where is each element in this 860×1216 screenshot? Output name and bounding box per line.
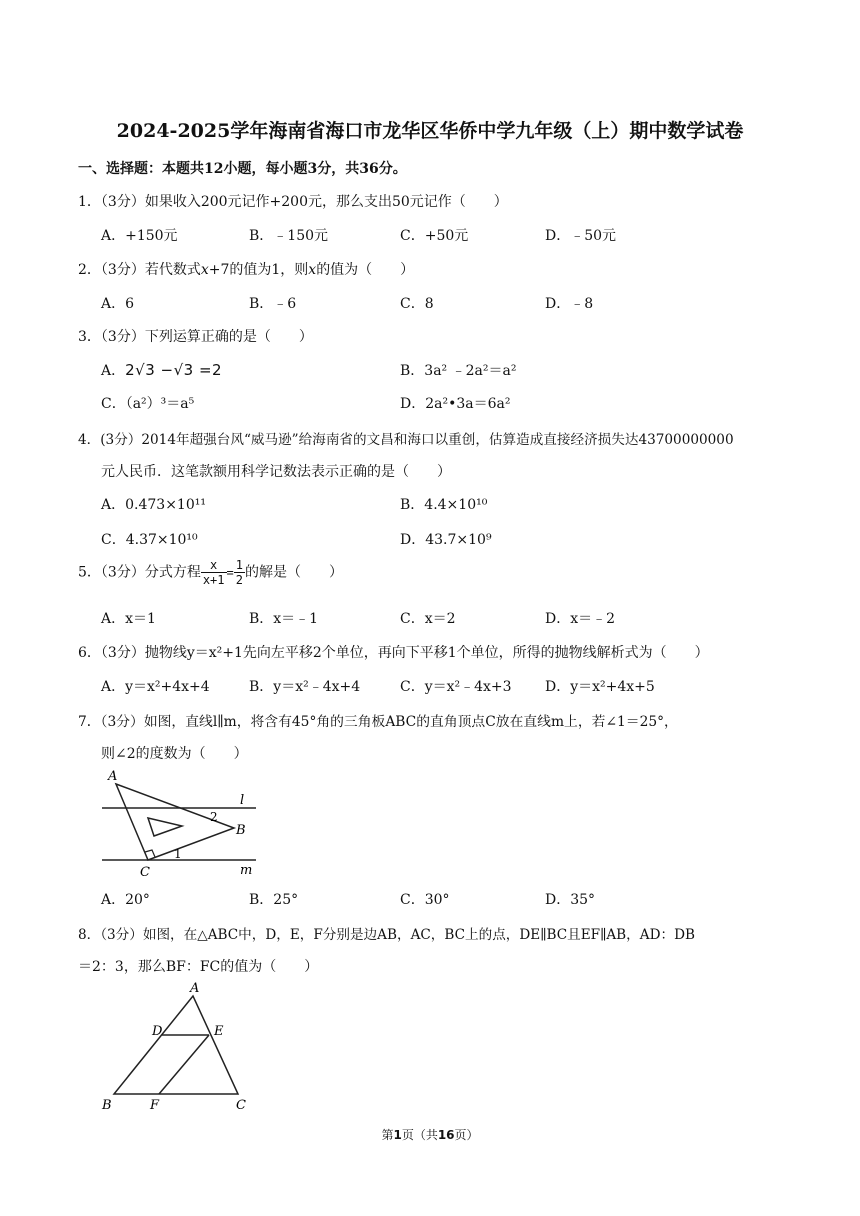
label-angle-1: 1 — [174, 847, 182, 861]
question-5-option-c: C．x＝2 — [400, 611, 456, 627]
question-4-option-b: B．4.4×10¹⁰ — [400, 497, 488, 513]
footer-post: 页） — [454, 1128, 479, 1142]
page-title: 2024-2025学年海南省海口市龙华区华侨中学九年级（上）期中数学试卷 — [116, 120, 744, 142]
label-a: A — [108, 769, 118, 784]
question-1-option-d: D．﹣50元 — [545, 228, 617, 244]
question-2-stem-pre: 2．（3分）若代数式 — [78, 262, 201, 278]
question-7-option-a: A．20° — [101, 892, 150, 908]
question-2-option-c: C．8 — [400, 296, 434, 312]
question-5-equals: = — [226, 565, 234, 580]
question-7-figure — [96, 766, 266, 880]
question-8-figure — [96, 982, 256, 1116]
footer-page-number: 1 — [393, 1128, 402, 1142]
question-8-stem-line-1: 8．（3分）如图，在△ABC中，D，E，F分别是边AB，AC，BC上的点，DE∥BC且EF∥AB，AD：DB — [78, 927, 695, 943]
question-6-option-b: B．y＝x²﹣4x+4 — [249, 679, 361, 695]
question-7-stem-line-1: 7．（3分）如图，直线l∥m，将含有45°角的三角板ABC的直角顶点C放在直线m上，若∠1＝25°， — [78, 714, 678, 730]
question-5-fraction-right — [234, 558, 245, 587]
label-m: m — [240, 863, 253, 878]
question-7-option-d: D．35° — [545, 892, 596, 908]
question-6-option-a: A．y＝x²+4x+4 — [101, 679, 210, 695]
question-4-option-c: C．4.37×10¹⁰ — [101, 532, 198, 548]
question-5-option-b: B．x＝﹣1 — [249, 611, 319, 627]
triangle-abc — [114, 996, 238, 1094]
question-7-option-c: C．30° — [400, 892, 450, 908]
label-e: E — [214, 1024, 224, 1039]
section-heading: 一、选择题：本题共12小题，每小题3分，共36分。 — [78, 161, 407, 177]
question-4-option-a: A．0.473×10¹¹ — [101, 497, 206, 513]
label-c: C — [236, 1098, 246, 1113]
label-f: F — [150, 1098, 160, 1113]
question-3-option-d: D．2a²•3a＝6a² — [400, 396, 511, 412]
question-2-stem-mid: +7的值为1，则 — [208, 262, 309, 278]
label-c: C — [140, 865, 150, 880]
question-2-stem-post: 的值为（ ） — [316, 262, 415, 278]
label-d: D — [152, 1024, 163, 1039]
triangle-inner-hole — [148, 818, 182, 836]
question-3-option-a-expression: 2√3 −√3 =2 — [125, 361, 223, 379]
question-6-stem: 6．（3分）抛物线y＝x²+1先向左平移2个单位，再向下平移1个单位，所得的抛物线解析式为（ ） — [78, 645, 709, 661]
question-2-option-b: B．﹣6 — [249, 296, 297, 312]
question-2-variable-2: x — [308, 262, 317, 278]
question-3-option-a-label: A． — [101, 363, 126, 379]
question-5-stem — [78, 558, 343, 587]
question-3-option-c: C．（a²）³＝a⁵ — [101, 396, 195, 412]
question-5-option-d: D．x＝﹣2 — [545, 611, 616, 627]
question-4-option-d: D．43.7×10⁹ — [400, 532, 492, 548]
segment-ef — [159, 1035, 209, 1094]
fraction-numerator: x — [201, 558, 227, 573]
fraction-denominator: x+1 — [202, 573, 225, 587]
question-1-option-c: C．+50元 — [400, 228, 469, 244]
footer-pre: 第 — [381, 1128, 394, 1142]
question-4-stem-line-2: 元人民币．这笔款额用科学记数法表示正确的是（ ） — [101, 464, 451, 480]
label-a: A — [190, 982, 200, 996]
label-b: B — [102, 1098, 112, 1113]
footer-mid: 页（共 — [401, 1128, 438, 1142]
label-angle-2: 2 — [210, 810, 218, 824]
fraction-numerator: 1 — [235, 558, 243, 572]
question-2-variable: x — [200, 262, 209, 278]
footer-total-pages: 16 — [437, 1128, 455, 1142]
question-1-stem: 1．（3分）如果收入200元记作+200元，那么支出50元记作（ ） — [78, 194, 508, 210]
question-1-option-b: B．﹣150元 — [249, 228, 329, 244]
question-6-option-d: D．y＝x²+4x+5 — [545, 679, 655, 695]
question-1-option-a: A．+150元 — [101, 228, 178, 244]
question-5-option-a: A．x＝1 — [101, 611, 156, 627]
question-6-option-c: C．y＝x²﹣4x+3 — [400, 679, 512, 695]
fraction-denominator: 2 — [235, 573, 243, 587]
label-l: l — [240, 793, 245, 808]
question-4-stem-line-1: 4．(3分）2014年超强台风“威马逊”给海南省的文昌和海口以重创，估算造成直接经济损失达43700000000 — [78, 432, 734, 448]
question-5-stem-post: 的解是（ ） — [244, 564, 343, 581]
question-3-option-a — [101, 360, 222, 380]
question-7-stem-line-2: 则∠2的度数为（ ） — [101, 746, 248, 762]
question-3-option-b: B．3a² ﹣2a²＝a² — [400, 363, 517, 379]
question-5-fraction-left — [201, 558, 227, 587]
question-3-stem: 3．（3分）下列运算正确的是（ ） — [78, 329, 313, 345]
question-8-stem-line-2: ＝2：3，那么BF：FC的值为（ ） — [78, 959, 319, 975]
question-7-option-b: B．25° — [249, 892, 299, 908]
question-2-option-d: D．﹣8 — [545, 296, 594, 312]
question-5-stem-pre: 5．（3分）分式方程 — [78, 564, 201, 581]
label-b: B — [236, 823, 246, 838]
question-2-option-a: A．6 — [101, 296, 135, 312]
question-2-stem — [78, 259, 414, 279]
page-footer — [0, 1126, 860, 1143]
